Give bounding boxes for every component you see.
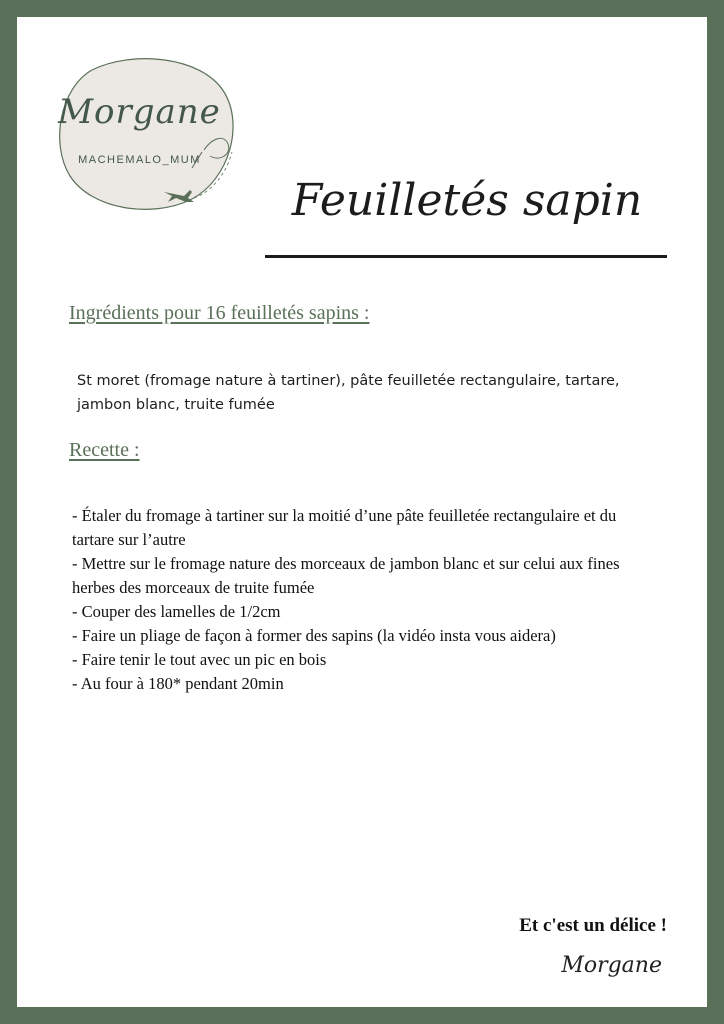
ingredients-text: St moret (fromage nature à tartiner), pâte feuilletée rectangulaire, tartare, jambon blanc, truite fumée <box>77 373 620 413</box>
brand-logo <box>52 52 242 212</box>
page-title: Feuilletés sapin <box>291 175 643 226</box>
signature: Morgane <box>561 953 662 978</box>
ingredients-heading: Ingrédients pour 16 feuilletés sapins : <box>69 302 370 324</box>
title-underline <box>265 255 667 258</box>
recipe-step: - Au four à 180* pendant 20min <box>72 674 284 693</box>
recipe-step: - Mettre sur le fromage nature des morceaux de jambon blanc et sur celui aux fines herbes des morceaux de truite fumée <box>72 554 620 597</box>
logo-name: Morgane <box>58 92 221 132</box>
recipe-step: - Couper des lamelles de 1/2cm <box>72 602 281 621</box>
recipe-steps <box>72 504 652 696</box>
recipe-heading: Recette : <box>69 439 140 461</box>
logo-handle: MACHEMALO_MUM <box>78 154 201 166</box>
logo-blob-shape <box>52 52 242 212</box>
recipe-step: - Faire tenir le tout avec un pic en bois <box>72 650 327 669</box>
recipe-page <box>17 17 707 1007</box>
recipe-step: - Faire un pliage de façon à former des sapins (la vidéo insta vous aidera) <box>72 626 556 645</box>
closing-remark: Et c'est un délice ! <box>519 915 667 936</box>
recipe-step: - Étaler du fromage à tartiner sur la moitié d’une pâte feuilletée rectangulaire et du tartare sur l’autre <box>72 506 617 549</box>
